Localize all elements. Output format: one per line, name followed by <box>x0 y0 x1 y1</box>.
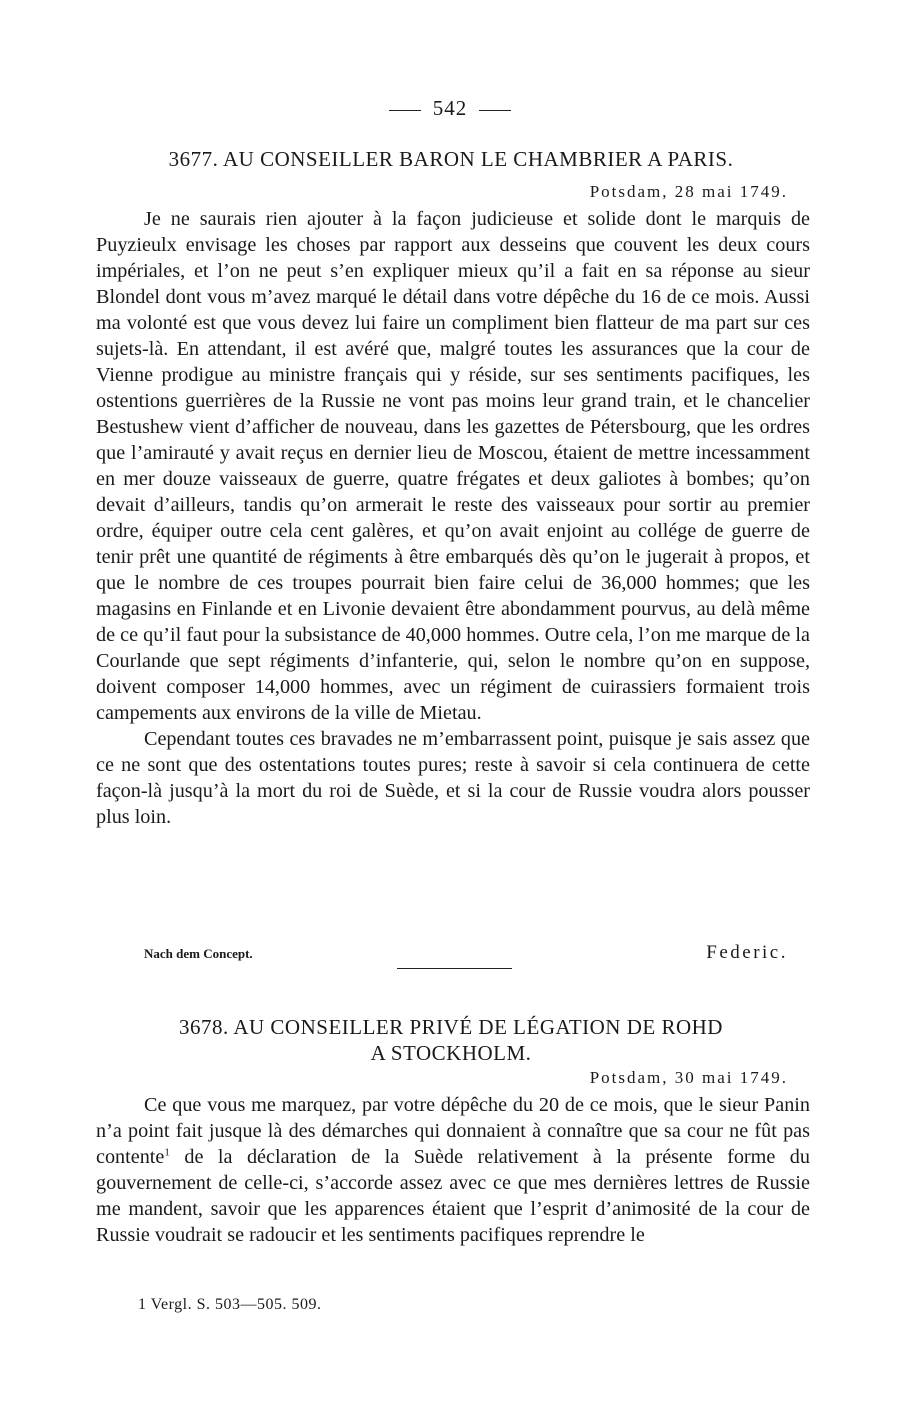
section-divider <box>397 968 512 969</box>
signature: Federic. <box>706 942 788 963</box>
letter-3677-paragraph-2: Cependant toutes ces bravades ne m’embarrassent point, puisque je sais assez que ce ne sont que des ostentations toutes pures; reste à savoir si cela continuera de cette façon-là jusqu’à la mort du roi de Suède, et si la cour de Russie voudra alors pousser plus loin. <box>96 728 810 828</box>
letter-3677-body <box>96 206 810 830</box>
footnote <box>138 1296 321 1314</box>
page-number-dash-left <box>389 110 421 111</box>
footnote-reference: 1 <box>164 1146 170 1159</box>
letter-3677-heading: 3677. AU CONSEILLER BARON LE CHAMBRIER A PARIS. <box>168 147 734 171</box>
letter-3678-text-after-note: de la déclaration de la Suède relativement à la présente forme du gouvernement de celle-ci, s’accorde assez avec ce que mes dernières lettres de Russie me mandent, savoir que les apparences étaient que l’esprit d’animosité de la cour de Russie voudrait se radoucir et les sentiments pacifiques reprendre le <box>96 1146 810 1246</box>
letter-3678-heading-line-2: A STOCKHOLM. <box>370 1041 532 1065</box>
letter-3678-heading <box>96 1014 806 1066</box>
letter-3677-dateline: Potsdam, 28 mai 1749. <box>589 182 788 201</box>
letter-3677-closing <box>96 942 788 968</box>
footnote-mark: 1 <box>138 1296 147 1313</box>
page-number <box>0 96 900 121</box>
page-number-dash-right <box>479 110 511 111</box>
letter-3678-paragraph-1 <box>96 1092 810 1248</box>
letter-3678-dateline: Potsdam, 30 mai 1749. <box>589 1068 788 1087</box>
page-number-value: 542 <box>432 96 468 120</box>
letter-3678-body <box>96 1092 810 1248</box>
source-note: Nach dem Concept. <box>144 946 253 961</box>
footnote-text: Vergl. S. 503—505. 509. <box>150 1296 322 1313</box>
letter-3678-heading-line-1: 3678. AU CONSEILLER PRIVÉ DE LÉGATION DE ROHD <box>179 1015 723 1039</box>
letter-3677-paragraph-1: Je ne saurais rien ajouter à la façon judicieuse et solide dont le marquis de Puyzieulx envisage les choses par rapport aux desseins que couvent les deux cours impériales, et l’on ne peut s’en expliquer mieux qu’il a fait en sa réponse au sieur Blondel dont vous m’avez marqué le détail dans votre dépêche du 16 de ce mois. Aussi ma volonté est que vous devez lui faire un compliment bien flatteur de ma part sur ces sujets-là. En attendant, il est avéré que, malgré toutes les assurances que la cour de Vienne prodigue au ministre français qui y réside, sur ses sentiments pacifiques, les ostentions guerrières de la Russie ne vont pas moins leur grand train, et le chancelier Bestushew vient d’afficher de nouveau, dans les gazettes de Pétersbourg, que les ordres que l’amirauté y avait reçus en dernier lieu de Moscou, étaient de mettre incessamment en mer douze vaisseaux de guerre, quatre frégates et deux galiotes à bombes; qu’on devait d’ailleurs, tandis qu’on armerait le reste des vaisseaux pour sortir au premier ordre, équiper outre cela cent galères, et qu’on avait enjoint au collége de guerre de tenir prêt une quantité de régiments à être embarqués dès qu’on le jugerait à propos, et que le nombre de ces troupes pourrait bien faire celui de 36,000 hommes; que les magasins en Finlande et en Livonie devaient être abondamment pourvus, au delà même de ce qu’il faut pour la subsistance de 40,000 hommes. Outre cela, l’on me marque de la Courlande que sept régiments d’infanterie, qui, selon le nombre qu’on en suppose, doivent composer 14,000 hommes, avec un régiment de cuirassiers formaient trois campements aux environs de la ville de Mietau. <box>96 208 810 724</box>
letter-3678-text-before-note: Ce que vous me marquez, par votre dépêche du 20 de ce mois, que le sieur Panin n’a point fait jusque là des démarches qui donnaient à connaître que sa cour ne fût pas contente <box>96 1094 810 1168</box>
